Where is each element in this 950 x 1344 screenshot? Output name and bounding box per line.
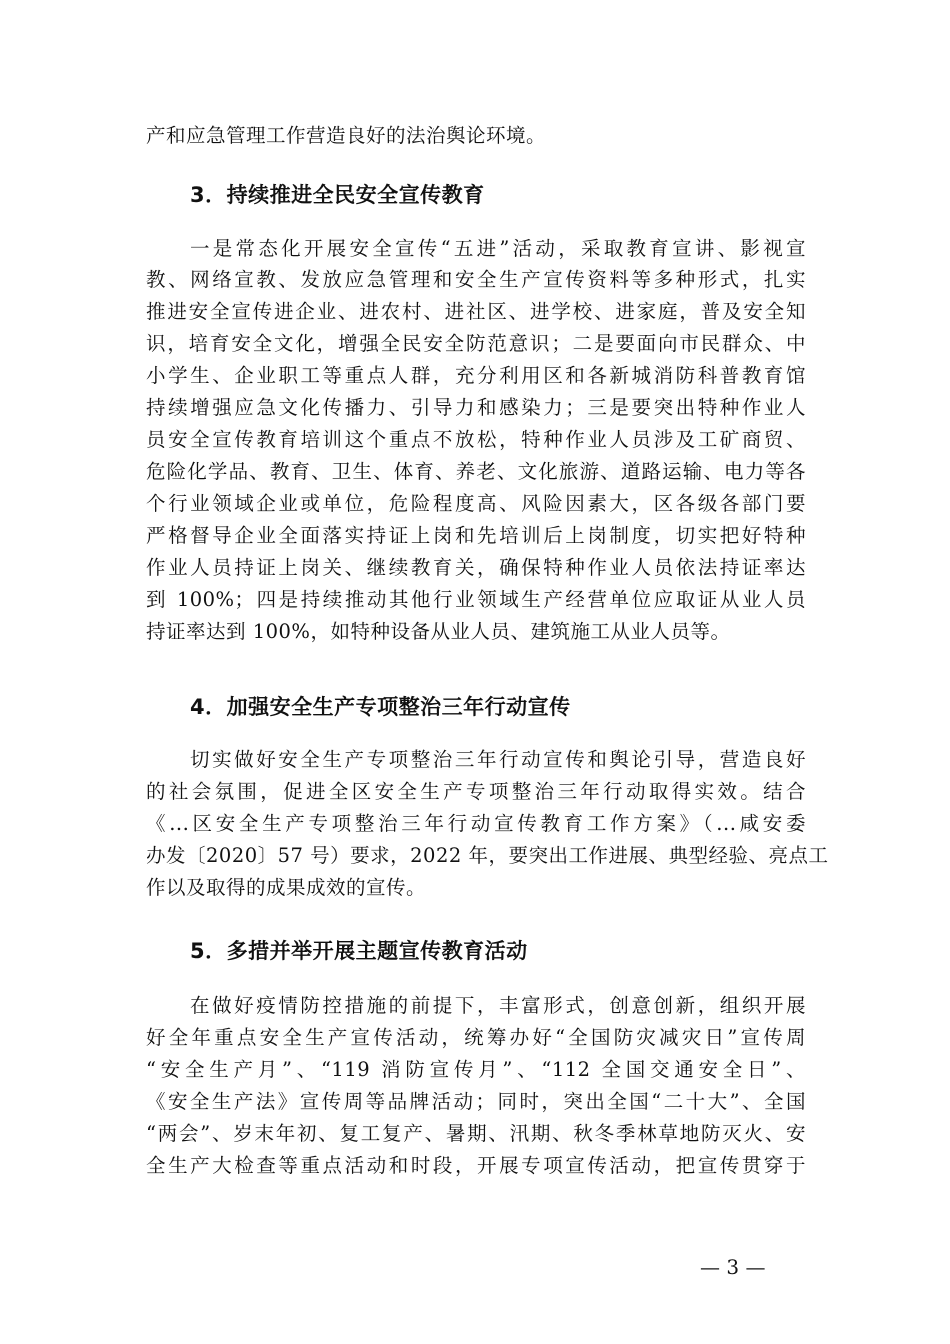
paragraph-line: “安全生产月”、“119 消防宣传月”、“112 全国交通安全日”、 [146,1058,806,1081]
paragraph-line: 全生产大检查等重点活动和时段，开展专项宣传活动，把宣传贯穿于 [146,1154,806,1177]
paragraph-line: 切实做好安全生产专项整治三年行动宣传和舆论引导，营造良好 [190,748,806,771]
paragraph-line: 好全年重点安全生产宣传活动，统筹办好“全国防灾减灾日”宣传周 [146,1026,806,1049]
paragraph-line: 小学生、企业职工等重点人群，充分利用区和各新城消防科普教育馆 [146,364,806,387]
paragraph-line: 持证率达到 100%，如特种设备从业人员、建筑施工从业人员等。 [146,620,731,643]
paragraph-line: 持续增强应急文化传播力、引导力和感染力；三是要突出特种作业人 [146,396,806,419]
section-heading-3: 3．持续推进全民安全宣传教育 [190,183,485,207]
paragraph-line: 产和应急管理工作营造良好的法治舆论环境。 [146,124,547,147]
paragraph-line: 教、网络宣教、发放应急管理和安全生产宣传资料等多种形式，扎实 [146,268,806,291]
paragraph-line: 个行业领域企业或单位，危险程度高、风险因素大，区各级各部门要 [146,492,806,515]
paragraph-line: 到 100%；四是持续推动其他行业领域生产经营单位应取证从业人员 [146,588,806,611]
paragraph-line: 严格督导企业全面落实持证上岗和先培训后上岗制度，切实把好特种 [146,524,806,547]
paragraph-line: 危险化学品、教育、卫生、体育、养老、文化旅游、道路运输、电力等各 [146,460,806,483]
paragraph-line: 员安全宣传教育培训这个重点不放松，特种作业人员涉及工矿商贸、 [146,428,806,451]
paragraph-line: 的社会氛围，促进全区安全生产专项整治三年行动取得实效。结合 [146,780,806,803]
paragraph-line: 《...区安全生产专项整治三年行动宣传教育工作方案》（...咸安委 [146,812,806,835]
page-number: — 3 — [700,1255,766,1279]
section-heading-5: 5．多措并举开展主题宣传教育活动 [190,939,528,963]
section-heading-4: 4．加强安全生产专项整治三年行动宣传 [190,695,571,719]
paragraph-line: 推进安全宣传进企业、进农村、进社区、进学校、进家庭，普及安全知 [146,300,806,323]
paragraph-line: 识，培育安全文化，增强全民安全防范意识；二是要面向市民群众、中 [146,332,806,355]
paragraph-line: 作以及取得的成果成效的宣传。 [146,876,427,899]
paragraph-line: 办发〔2020〕57 号）要求，2022 年，要突出工作进展、典型经验、亮点工 [146,844,829,867]
paragraph-line: 一是常态化开展安全宣传“五进”活动，采取教育宣讲、影视宣 [190,237,806,260]
paragraph-line: 《安全生产法》宣传周等品牌活动；同时，突出全国“二十大”、全国 [146,1090,806,1113]
paragraph-line: 在做好疫情防控措施的前提下，丰富形式，创意创新，组织开展 [190,994,806,1017]
paragraph-line: 作业人员持证上岗关、继续教育关，确保特种作业人员依法持证率达 [146,556,806,579]
paragraph-line: “两会”、岁末年初、复工复产、暑期、汛期、秋冬季林草地防灭火、安 [146,1122,806,1145]
